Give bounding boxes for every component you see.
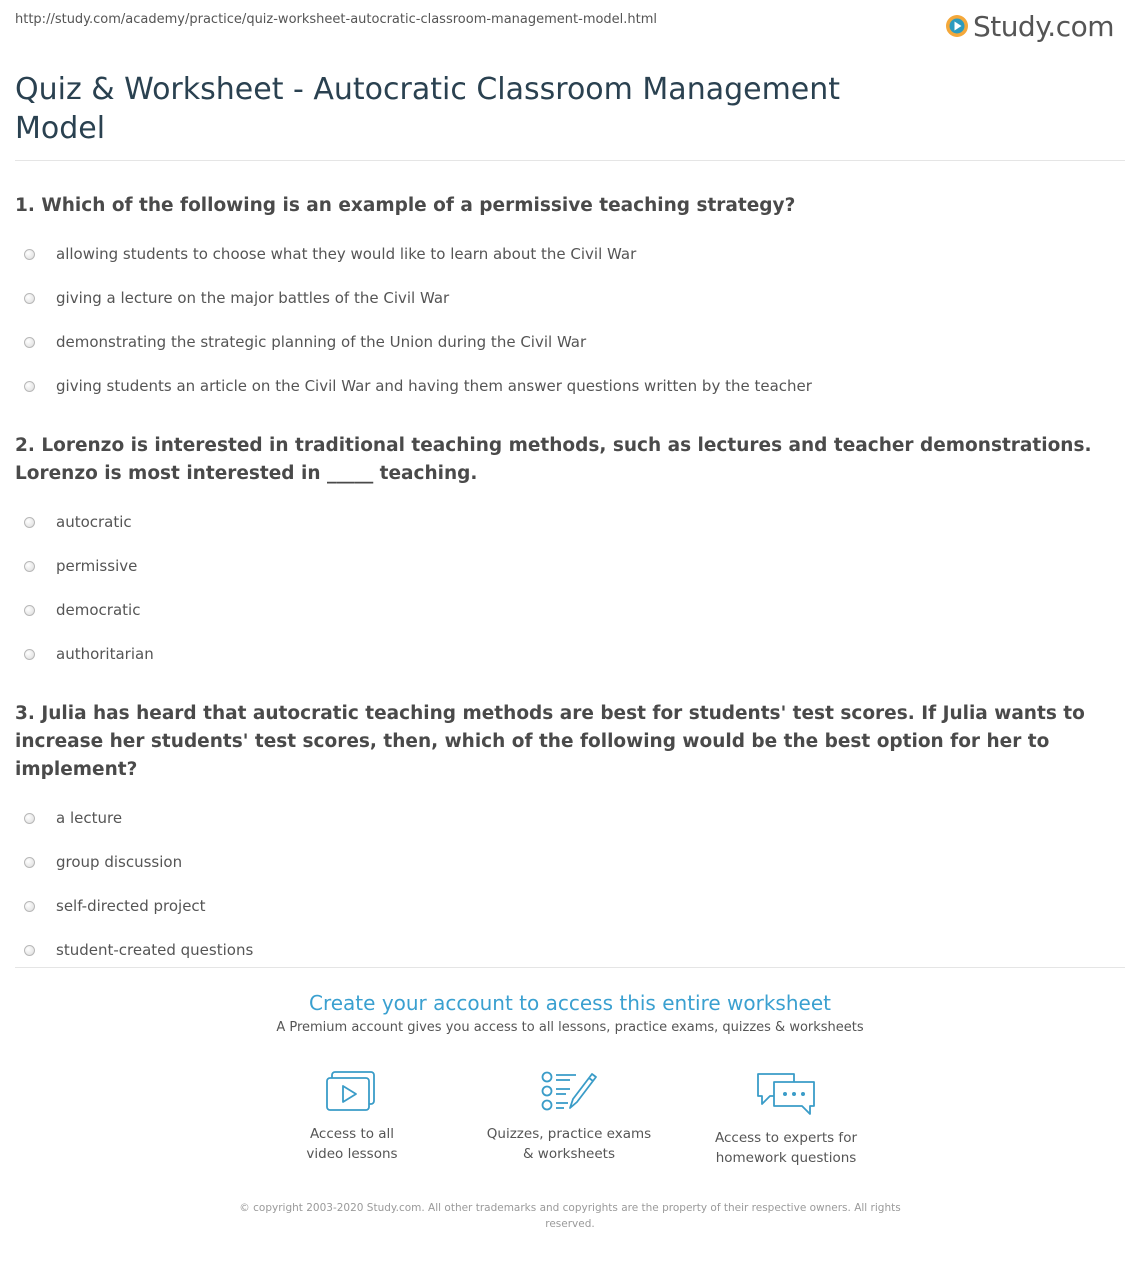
question-1 bbox=[15, 192, 1130, 408]
create-account-link[interactable]: Create your account to access this entire worksheet bbox=[309, 991, 831, 1015]
copyright-notice: © copyright 2003-2020 Study.com. All other trademarks and copyrights are the property of their respective owners. All rights reserved. bbox=[239, 1202, 901, 1230]
answer-option[interactable] bbox=[15, 276, 1130, 320]
radio-button[interactable] bbox=[24, 901, 35, 912]
option-label: group discussion bbox=[56, 853, 183, 871]
cta-divider bbox=[15, 967, 1125, 968]
question-2 bbox=[15, 432, 1130, 676]
option-label: permissive bbox=[56, 557, 138, 575]
option-label: allowing students to choose what they would like to learn about the Civil War bbox=[56, 245, 637, 263]
radio-button[interactable] bbox=[24, 517, 35, 528]
option-label: self-directed project bbox=[56, 897, 206, 915]
signup-cta bbox=[0, 988, 1140, 1035]
answer-option[interactable] bbox=[15, 632, 1130, 676]
answer-option[interactable] bbox=[15, 500, 1130, 544]
chat-bubbles-icon bbox=[754, 1070, 818, 1118]
logo-text: Study.com bbox=[972, 9, 1114, 43]
radio-button[interactable] bbox=[24, 249, 35, 260]
option-label: giving students an article on the Civil War and having them answer questions written by the teacher bbox=[56, 377, 812, 395]
quiz-checklist-icon bbox=[540, 1070, 598, 1114]
answer-option[interactable] bbox=[15, 232, 1130, 276]
answer-option[interactable] bbox=[15, 364, 1130, 408]
question-text: 2. Lorenzo is interested in traditional teaching methods, such as lectures and teacher demonstrations. Lorenzo is most interested in _____ teaching. bbox=[15, 435, 1092, 484]
feature-video-lessons bbox=[252, 1070, 452, 1164]
option-label: giving a lecture on the major battles of the Civil War bbox=[56, 289, 450, 307]
question-text: 3. Julia has heard that autocratic teaching methods are best for students' test scores. If Julia wants to increase her students' test scores, then, which of the following would be the best option for her to implement? bbox=[15, 703, 1085, 780]
page-url: http://study.com/academy/practice/quiz-worksheet-autocratic-classroom-management-model.html bbox=[15, 12, 658, 27]
cta-subheading: A Premium account gives you access to all lessons, practice exams, quizzes & worksheets bbox=[276, 1020, 864, 1035]
page-title: Quiz & Worksheet - Autocratic Classroom Management Model bbox=[15, 72, 841, 146]
answer-option[interactable] bbox=[15, 796, 1130, 840]
radio-button[interactable] bbox=[24, 945, 35, 956]
video-lessons-icon bbox=[325, 1070, 379, 1114]
radio-button[interactable] bbox=[24, 293, 35, 304]
feature-quizzes bbox=[469, 1070, 669, 1164]
radio-button[interactable] bbox=[24, 605, 35, 616]
question-3 bbox=[15, 700, 1130, 972]
top-bar bbox=[0, 0, 1140, 50]
feature-label: Quizzes, practice exams & worksheets bbox=[486, 1126, 652, 1162]
radio-button[interactable] bbox=[24, 649, 35, 660]
logo-play-icon bbox=[945, 14, 969, 38]
option-label: a lecture bbox=[56, 809, 123, 827]
answer-option[interactable] bbox=[15, 588, 1130, 632]
study-logo[interactable] bbox=[945, 6, 1114, 46]
radio-button[interactable] bbox=[24, 857, 35, 868]
answer-option[interactable] bbox=[15, 884, 1130, 928]
radio-button[interactable] bbox=[24, 561, 35, 572]
radio-button[interactable] bbox=[24, 381, 35, 392]
question-text: 1. Which of the following is an example of a permissive teaching strategy? bbox=[15, 195, 796, 216]
feature-label: Access to all video lessons bbox=[306, 1126, 398, 1162]
option-label: authoritarian bbox=[56, 645, 154, 663]
answer-option[interactable] bbox=[15, 840, 1130, 884]
radio-button[interactable] bbox=[24, 813, 35, 824]
title-divider bbox=[15, 160, 1125, 161]
option-label: autocratic bbox=[56, 513, 132, 531]
option-label: demonstrating the strategic planning of the Union during the Civil War bbox=[56, 333, 587, 351]
option-label: student-created questions bbox=[56, 941, 254, 959]
feature-label: Access to experts for homework questions bbox=[714, 1130, 857, 1166]
radio-button[interactable] bbox=[24, 337, 35, 348]
answer-option[interactable] bbox=[15, 544, 1130, 588]
answer-option[interactable] bbox=[15, 928, 1130, 972]
option-label: democratic bbox=[56, 601, 141, 619]
feature-experts bbox=[686, 1070, 886, 1168]
answer-option[interactable] bbox=[15, 320, 1130, 364]
